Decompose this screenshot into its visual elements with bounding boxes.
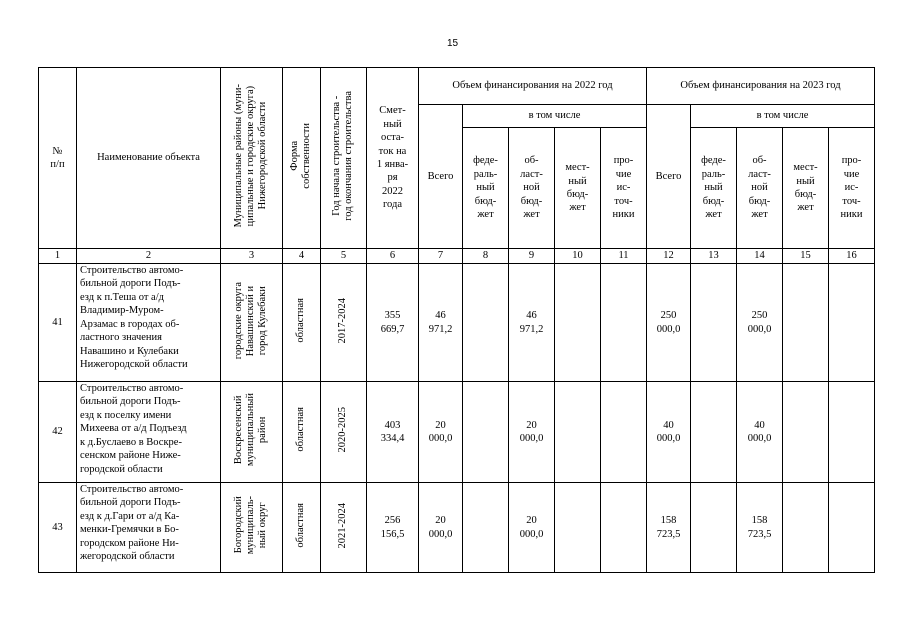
column-number: 5 <box>321 249 367 264</box>
column-number: 14 <box>737 249 783 264</box>
regional-2023: 40 000,0 <box>737 382 783 483</box>
ownership-form: областная <box>295 407 307 453</box>
header-local-2023: мест- ный бюд- жет <box>783 128 829 249</box>
local-2022 <box>555 264 601 382</box>
other-2023 <box>829 483 875 573</box>
header-other-2023: про- чие ис- точ- ники <box>829 128 875 249</box>
column-number: 8 <box>463 249 509 264</box>
district: Богородский муниципаль- ный округ <box>233 496 269 555</box>
table-row <box>39 264 875 382</box>
district: городские округа Навашинский и город Кулебаки <box>233 281 269 359</box>
object-name: Строительство автомо- бильной дороги Подъ- езд к поселку имени Михеева от а/д Подъезд к д.Буслаево в Воскре- сенском районе Ниже- городской области <box>77 382 221 483</box>
column-number: 16 <box>829 249 875 264</box>
header-other-2022: про- чие ис- точ- ники <box>601 128 647 249</box>
column-number: 1 <box>39 249 77 264</box>
other-2023 <box>829 264 875 382</box>
header-regional-2022: об- ласт- ной бюд- жет <box>509 128 555 249</box>
header-years: Год начала строительства - год окончания строительства <box>331 90 355 221</box>
header-name: Наименование объекта <box>77 68 221 249</box>
regional-2023: 158 723,5 <box>737 483 783 573</box>
header-total-2022: Всего <box>419 105 463 249</box>
header-fin-2023: Объем финансирования на 2023 год <box>647 68 875 105</box>
federal-2022 <box>463 264 509 382</box>
financing-table <box>38 67 875 573</box>
total-2022: 20 000,0 <box>419 382 463 483</box>
header-districts: Муниципальные районы (муни- ципальные и городские округа) Нижегородской области <box>233 84 269 228</box>
estimated-balance: 403 334,4 <box>367 382 419 483</box>
regional-2022: 20 000,0 <box>509 382 555 483</box>
column-number: 15 <box>783 249 829 264</box>
object-name: Строительство автомо- бильной дороги Подъ- езд к п.Теша от а/д Владимир-Муром- Арзамас в городах об- ластного значения Навашино и Кулебаки Нижегородской области <box>77 264 221 382</box>
estimated-balance: 256 156,5 <box>367 483 419 573</box>
federal-2023 <box>691 483 737 573</box>
row-number: 42 <box>39 382 77 483</box>
header-federal-2023: феде- раль- ный бюд- жет <box>691 128 737 249</box>
table-row <box>39 382 875 483</box>
column-numbers-row <box>39 249 875 264</box>
total-2022: 20 000,0 <box>419 483 463 573</box>
local-2023 <box>783 483 829 573</box>
table-row <box>39 483 875 573</box>
federal-2022 <box>463 483 509 573</box>
local-2022 <box>555 483 601 573</box>
column-number: 10 <box>555 249 601 264</box>
federal-2023 <box>691 264 737 382</box>
ownership-form: областная <box>295 502 307 548</box>
total-2023: 250 000,0 <box>647 264 691 382</box>
header-form: Форма собственности <box>289 122 313 189</box>
construction-years: 2020-2025 <box>337 407 349 453</box>
local-2023 <box>783 382 829 483</box>
column-number: 12 <box>647 249 691 264</box>
column-number: 13 <box>691 249 737 264</box>
column-number: 7 <box>419 249 463 264</box>
column-number: 3 <box>221 249 283 264</box>
column-number: 4 <box>283 249 321 264</box>
construction-years: 2021-2024 <box>337 502 349 549</box>
header-num: № п/п <box>39 68 77 249</box>
header-total-2023: Всего <box>647 105 691 249</box>
total-2023: 158 723,5 <box>647 483 691 573</box>
page-number: 15 <box>446 38 459 49</box>
header-balance: Смет- ный оста- ток на 1 янва- ря 2022 года <box>367 68 419 249</box>
regional-2022: 46 971,2 <box>509 264 555 382</box>
construction-years: 2017-2024 <box>337 297 349 344</box>
header-including-2022: в том числе <box>463 105 647 128</box>
federal-2022 <box>463 382 509 483</box>
regional-2022: 20 000,0 <box>509 483 555 573</box>
header-row-1 <box>39 68 875 105</box>
column-number: 9 <box>509 249 555 264</box>
other-2022 <box>601 382 647 483</box>
column-number: 6 <box>367 249 419 264</box>
header-local-2022: мест- ный бюд- жет <box>555 128 601 249</box>
header-fin-2022: Объем финансирования на 2022 год <box>419 68 647 105</box>
column-number: 2 <box>77 249 221 264</box>
ownership-form: областная <box>295 297 307 343</box>
row-number: 43 <box>39 483 77 573</box>
total-2022: 46 971,2 <box>419 264 463 382</box>
federal-2023 <box>691 382 737 483</box>
header-federal-2022: феде- раль- ный бюд- жет <box>463 128 509 249</box>
column-number: 11 <box>601 249 647 264</box>
estimated-balance: 355 669,7 <box>367 264 419 382</box>
object-name: Строительство автомо- бильной дороги Подъ- езд к д.Гари от а/д Ка- менки-Гремячки в Бо- городском районе Ни- жегородской области <box>77 483 221 573</box>
total-2023: 40 000,0 <box>647 382 691 483</box>
other-2023 <box>829 382 875 483</box>
other-2022 <box>601 483 647 573</box>
row-number: 41 <box>39 264 77 382</box>
other-2022 <box>601 264 647 382</box>
regional-2023: 250 000,0 <box>737 264 783 382</box>
local-2022 <box>555 382 601 483</box>
district: Воскресенский муниципальный район <box>233 393 269 467</box>
local-2023 <box>783 264 829 382</box>
header-including-2023: в том числе <box>691 105 875 128</box>
header-regional-2023: об- ласт- ной бюд- жет <box>737 128 783 249</box>
